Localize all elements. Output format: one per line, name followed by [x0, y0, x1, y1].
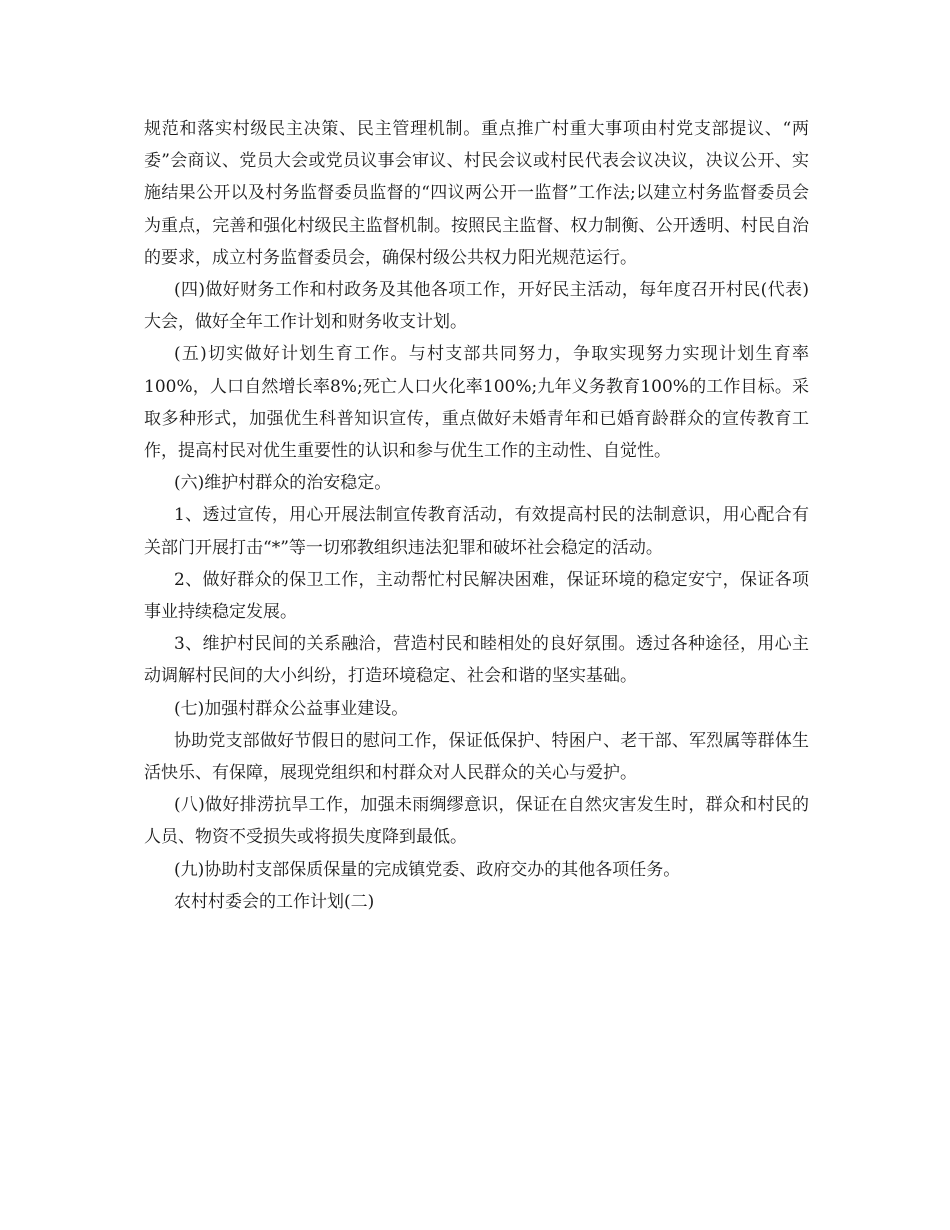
paragraph-subitem-3: 3、维护村民间的关系融洽，营造村民和睦相处的良好氛围。透过各种途径，用心主动调解村民间的大小纠纷，打造环境稳定、社会和谐的坚实基础。: [144, 634, 809, 687]
paragraph-subitem-2: 2、做好群众的保卫工作，主动帮忙村民解决困难，保证环境的稳定安宁，保证各项事业持续稳定发展。: [144, 569, 809, 623]
paragraph-subitem-1: 1、透过宣传，用心开展法制宣传教育活动，有效提高村民的法制意识，用心配合有关部门开展打击“*”等一切邪教组织违法犯罪和破坏社会稳定的活动。: [144, 505, 809, 558]
paragraph-item-7-detail: 协助党支部做好节假日的慰问工作，保证低保护、特困户、老干部、军烈属等群体生活快乐、有保障，展现党组织和村群众对人民群众的关心与爱护。: [144, 730, 809, 784]
paragraph-item-7: (七)加强村群众公益事业建设。: [174, 698, 409, 719]
paragraph-item-6: (六)维护村群众的治安稳定。: [174, 473, 392, 494]
paragraph-item-5: (五)切实做好计划生育工作。与村支部共同努力，争取实现努力实现计划生育率100%，人口自然增长率8%;死亡人口火化率100%;九年义务教育100%的工作目标。采取多种形式，加强优生科普知识宣传，重点做好未婚青年和已婚育龄群众的宣传教育工作，提高村民对优生重要性的认识和参与优生工作的主动性、自觉性。: [144, 344, 809, 462]
section-heading: 农村村委会的工作计划(二): [174, 891, 375, 912]
paragraph-item-8: (八)做好排涝抗旱工作，加强未雨绸缪意识，保证在自然灾害发生时，群众和村民的人员、物资不受损失或将损失度降到最低。: [144, 795, 809, 848]
paragraph-continued: 规范和落实村级民主决策、民主管理机制。重点推广村重大事项由村党支部提议、“两委”会商议、党员大会或党员议事会审议、村民会议或村民代表会议决议，决议公开、实施结果公开以及村务监督委员监督的“四议两公开一监督”工作法;以建立村务监督委员会为重点，完善和强化村级民主监督机制。按照民主监督、权力制衡、公开透明、村民自治的要求，成立村务监督委员会，确保村级公共权力阳光规范运行。: [144, 119, 809, 268]
document-body: [144, 113, 809, 918]
paragraph-item-9: (九)协助村支部保质保量的完成镇党委、政府交办的其他各项任务。: [174, 859, 681, 880]
paragraph-item-4: (四)做好财务工作和村政务及其他各项工作，开好民主活动，每年度召开村民(代表)大会，做好全年工作计划和财务收支计划。: [144, 280, 809, 333]
